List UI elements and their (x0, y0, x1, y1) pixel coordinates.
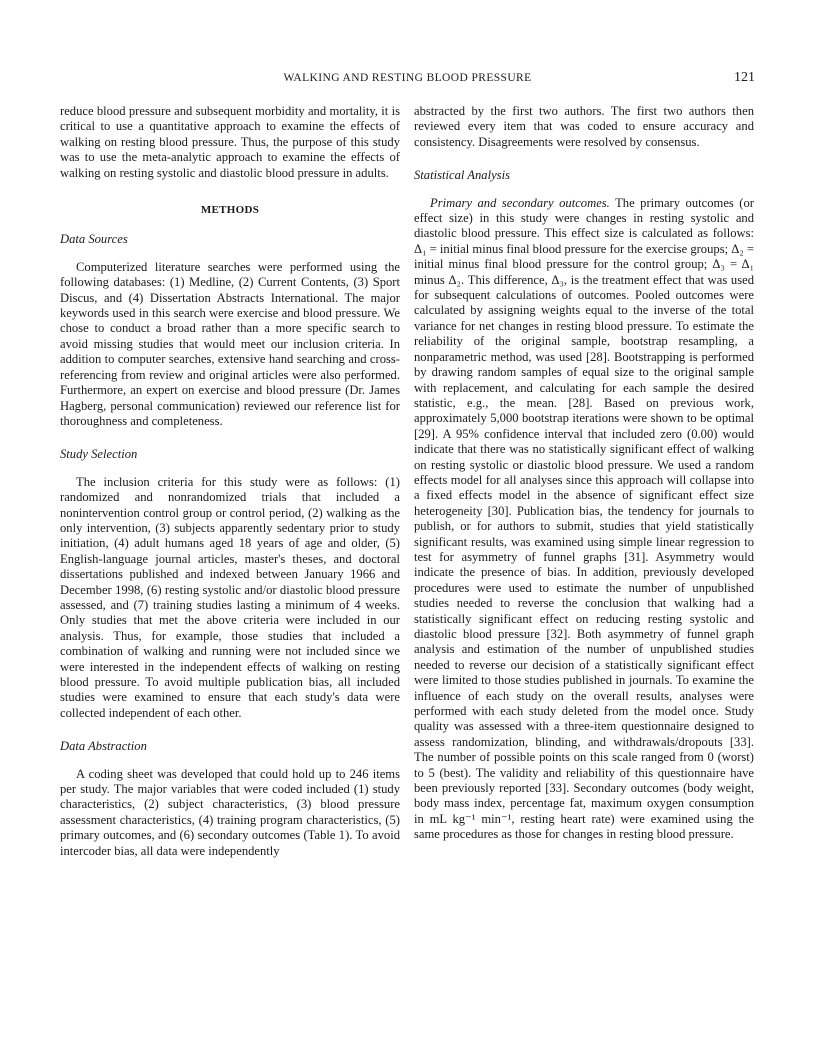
data-sources-heading: Data Sources (60, 232, 128, 247)
statistical-analysis-heading: Statistical Analysis (414, 168, 510, 183)
data-abstraction-paragraph: A coding sheet was developed that could hold up to 246 items per study. The major variables that were coded included (1) study characteristics, (2) subject characteristics, (3) blood pressure assessment characteristics, (4) training program characteristics, (5) primary outcomes, and (6) secondary outcomes (Table 1). To avoid intercoder bias, all data were independently (60, 766, 400, 858)
outcomes-text: The primary outcomes (or effect size) in this study were changes in resting systolic and diastolic blood pressure. This effect size is calculated as follows: Δ₁ = initial minus final blood pressure for the exercise groups; Δ₂ = initial minus final blood pressure for the control group; Δ₃ = Δ₁ minus Δ₂. This difference, Δ₃, is the treatment effect that was used for subsequent calculations of outcomes. Pooled outcomes were calculated by assigning weights equal to the inverse of the total variance for net changes in resting blood pressure. To estimate the reliability of the original sample, bootstrap resampling, a nonparametric method, was used [28]. Bootstrapping is performed by drawing random samples of equal size to the original sample with replacement, and calculating for each sample the desired statistic, e.g., the mean. [28]. Based on previous work, approximately 5,000 bootstrap iterations were shown to be optimal [29]. A 95% confidence interval that included zero (0.00) would indicate that there was no statistically significant effect of walking on resting systolic or diastolic blood pressure. We used a random effects model for all analyses since this approach will collapse into a fixed effects model in the absence of significant effect size heterogeneity [30]. Publication bias, the tendency for journals to publish, or for authors to submit, studies that yield statistically significant results, was examined using simple linear regression to test for asymmetry of funnel graphs [31]. Asymmetry would indicate the presence of bias. In addition, previously developed procedures were used to estimate the number of unpublished studies needed to reverse the conclusion that walking had a statistically significant effect on reducing resting systolic and diastolic blood pressure [32]. Both asymmetry of funnel graph analysis and estimation of the number of unpublished studies needed to reverse our decision of a statistically significant effect were limited to those studies published in journals. To examine the influence of each study on the overall results, analyses were performed with each study deleted from the model once. Study quality was assessed with a three-item questionnaire designed to assess randomization, blinding, and withdrawals/dropouts [33]. The number of possible points on this scale ranged from 0 (worst) to 5 (best). The validity and reliability of this questionnaire have been previously reported [33]. Secondary outcomes (body weight, body mass index, percentage fat, maximum oxygen consumption in mL kg⁻¹ min⁻¹, resting heart rate) were examined using the same procedures as those for changes in resting blood pressure. (414, 195, 754, 842)
outcomes-runin-heading: Primary and secondary outcomes. (430, 195, 610, 210)
study-selection-paragraph: The inclusion criteria for this study were as follows: (1) randomized and nonrandomized trials that included a nonintervention control group or control period, (2) walking as the only intervention, (3) subjects apparently sedentary prior to study initiation, (4) adult humans aged 18 years of age and older, (5) English-language journal articles, master's theses, and doctoral dissertations published and indexed between January 1966 and December 1998, (6) resting systolic and/or diastolic blood pressure assessed, and (7) training studies lasting a minimum of 4 weeks. Only studies that met the above criteria were included in our analysis. Thus, for example, those studies that included a combination of walking and running were not included since we were interested in the independent effects of walking on resting blood pressure. To avoid multiple publication bias, all included studies were examined to ensure that each study's data were collected independent of each other. (60, 474, 400, 720)
data-abstraction-heading: Data Abstraction (60, 739, 147, 754)
study-selection-heading: Study Selection (60, 447, 138, 462)
page-number: 121 (734, 70, 755, 85)
left-column (60, 104, 400, 859)
right-column (414, 104, 754, 843)
running-header (60, 72, 755, 92)
running-title: WALKING AND RESTING BLOOD PRESSURE (283, 72, 532, 84)
data-sources-paragraph: Computerized literature searches were performed using the following databases: (1) Medline, (2) Current Contents, (3) Sport Discus, and (4) Dissertation Abstracts International. The major keywords used in this search were exercise and blood pressure. We chose to conduct a broad rather than a more specific search to avoid missing studies that would meet our inclusion criteria. In addition to computer searches, extensive hand searching and cross-referencing from review and original articles were also performed. Furthermore, an expert on exercise and blood pressure (Dr. James Hagberg, personal communication) reviewed our reference list for thoroughness and completeness. (60, 259, 400, 428)
methods-heading: METHODS (200, 204, 260, 217)
intro-paragraph: reduce blood pressure and subsequent morbidity and mortality, it is critical to use a quantitative approach to examine the effects of walking on resting blood pressure. Thus, the purpose of this study was to use the meta-analytic approach to examine the effects of walking on resting systolic and diastolic blood pressure in adults. (60, 104, 400, 180)
outcomes-paragraph (414, 196, 754, 843)
abstraction-continuation-paragraph: abstracted by the first two authors. The first two authors then reviewed every item that was coded to ensure accuracy and consistency. Disagreements were resolved by consensus. (414, 104, 754, 149)
